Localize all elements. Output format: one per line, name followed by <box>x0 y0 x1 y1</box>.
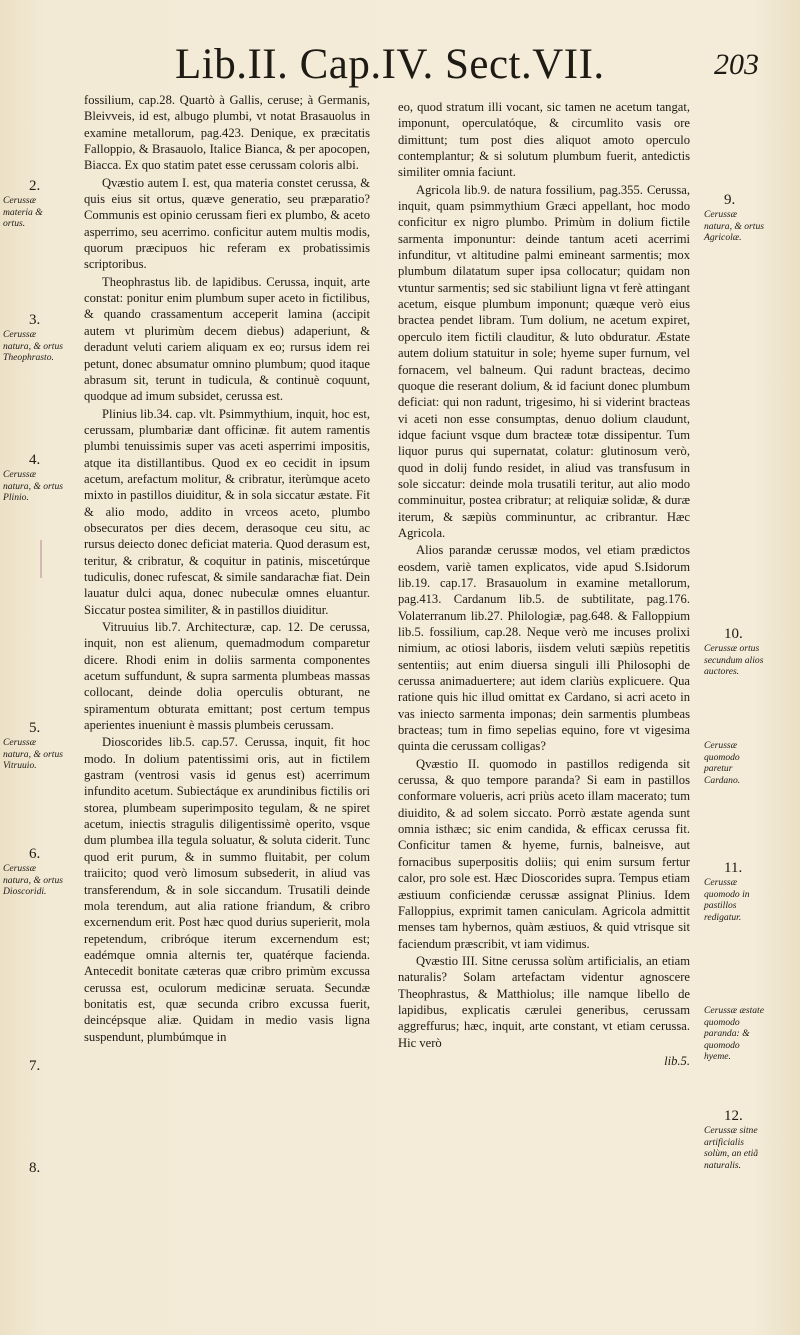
margin-note-number: 11. <box>724 860 743 876</box>
margin-note <box>3 312 63 364</box>
left-column <box>84 92 370 1045</box>
catchword: lib.5. <box>664 1053 690 1068</box>
running-header: Lib.II. Cap.IV. Sect.VII. <box>175 41 605 88</box>
margin-note-number: 5. <box>29 720 41 736</box>
margin-note-number: 3. <box>29 312 41 328</box>
page-number: 203 <box>714 48 759 81</box>
margin-note-number: 6. <box>29 846 41 862</box>
margin-note <box>704 1005 766 1063</box>
margin-note-number: 7. <box>29 1058 41 1074</box>
margin-note-text: Cerussæ natura, & ortus Agricolæ. <box>704 209 764 243</box>
paragraph: Qvæstio II. quomodo in pastillos redigenda sit cerussa, & quo tempore paranda? Si eam in pastillos conformare volueris, acri priùs aceto illam macerato; tum diuidito, & ad solem siccato. Porrò æstate agenda sunt omnia isthæc; sic enim candida, & efficax cerussa fit. Conficitur tamen & hyeme, furnis, balneisve, aut fornacibus superpositis doliis; qui enim sursum fertur calor, pro sole est. Hæc Dioscorides supra. Tempus etiam æstiuum conficiendæ cerussæ assignat Plinius. Idem Falloppius, exprimit tamen caniculam. Agricola admittit menses tam hybernos, quàm æstiuos, & quid vtrisque sit faciendum præscribit, vt iam vidimus. <box>398 756 690 951</box>
margin-note-text: Cerussæ natura, & ortus Dioscoridi. <box>3 863 63 897</box>
ink-mark <box>40 540 46 578</box>
margin-note-text: Cerussæ materia & ortus. <box>3 195 43 229</box>
margin-note <box>3 846 63 898</box>
margin-note <box>704 192 766 244</box>
margin-note-text: Cerussæ natura, & ortus Theophrasto. <box>3 329 63 363</box>
margin-note-text: Cerussæ æstate quomodo paranda: & quomodo hyeme. <box>704 1005 764 1062</box>
paragraph: fossilium, cap.28. Quartò à Gallis, ceruse; à Germanis, Bleivveis, id est, albugo plumbi, vt notat Brasauolus in examine metallorum, pag.423. Denique, ex præcitatis Falloppio, & Brasauolo, Italice Bianca, & per apocopen, Biacca. Ex quo statim patet esse cerussam coloris albi. <box>84 93 370 173</box>
margin-note <box>3 720 63 772</box>
margin-note-number: 8. <box>29 1160 41 1176</box>
margin-note-text: Cerussæ quomodo in pastillos redigatur. <box>704 877 750 923</box>
margin-note-text: Cerussæ quomodo paretur Cardano. <box>704 740 741 786</box>
margin-note-text: Cerussæ natura, & ortus Plinio. <box>3 469 63 503</box>
paragraph: Qvæstio III. Sitne cerussa solùm artificialis, an etiam naturalis? Solam artefactam videntur agnoscere Theophrastus, & Matthiolus; ille namque libello de lapidibus, explicatis cærulei generibus, cerussam aggreffurus; hæc, inquit, arte constant, vt etiam cerussa. Hic verò <box>398 953 690 1050</box>
margin-note <box>3 1160 63 1177</box>
margin-note <box>3 178 63 230</box>
paragraph: Plinius lib.34. cap. vlt. Psimmythium, inquit, hoc est, cerussam, plumbariæ dant officinæ. fit autem ramentis plumbi tenuissimis super vas aceti asperrimi impositis, atque ita distillantibus. Quod ex eo cecidit in ipsum acetum, arefactum molitur, & cribratur, iterùmque aceto mixto in pastillos diuiditur, & in sola siccatur æstate. Fit & alio modo, addito in vrceos aceto, plumbo obsecuratos per dies decem, derasoque ceu situ, ac rursus deiecto donec deficiat materia. Quod derasum est, teritur, & cribratur, & coquitur in patinis, miscetúrque tudiculis, donec rufescat, & simile sandarachæ fiat. Dein lauatur dulci aqua, donec nubeculæ omnes eluantur. Siccatur postea similiter, & in pastillos diuiditur. <box>84 406 370 617</box>
margin-note-text: Cerussæ ortus secundum alios auctores. <box>704 643 764 677</box>
margin-note <box>3 452 63 504</box>
paragraph: Qvæstio autem I. est, qua materia constet cerussa, & quis eius sit ortus, quæve generatio, seu præparatio? Communis est opinio cerussam fieri ex plumbo, & aceto asperrimo, seu acerrimo. conficitur autem multis modis, quorum præcipuos hic referam ex probatissimis scriptoribus. <box>84 175 370 272</box>
margin-note-number: 12. <box>724 1108 743 1124</box>
margin-note <box>704 740 766 786</box>
right-column <box>398 99 690 1069</box>
margin-note-number: 9. <box>724 192 736 208</box>
margin-note-text: Cerussæ natura, & ortus Vitruuio. <box>3 737 63 771</box>
margin-note-number: 2. <box>29 178 41 194</box>
margin-note <box>704 1108 766 1171</box>
paragraph: Alios parandæ cerussæ modos, vel etiam prædictos eosdem, variè tamen explicatos, vide apud S.Isidorum lib.19. cap.17. Brasauolum in examine metallorum, pag.413. Cardanum lib.5. de subtilitate, pag.176. Volaterranum lib.27. Philologiæ, pag.648. & Falloppium lib.5. fossilium, cap.28. Neque verò me incuses prolixi nimium, ac otiosi laboris, iisdem veluti sæpiùs repetitis sententiis; aut enim diuersa singuli illi Philosophi de cerussa animaduertere; aut idem clariùs explicuere. Qua ratione quis hic illud omittat ex Cardano, si acri aceto in vas iniecto sarmenta imponas; dein sarmentis plumbeas bracteas; tum in fimo sepelias equino, fore vt vigesima quinta die cerussam colligas? <box>398 543 690 754</box>
paragraph: Theophrastus lib. de lapidibus. Cerussa, inquit, arte constat: ponitur enim plumbum super aceto in fictilibus, & quando crassamentum acceperit lamina (accipit autem vt plurimùm decem diebus) adaperiunt, & deradunt veluti cariem aliquam ex eo; rursus idem rei petunt, donec absumatur omnino plumbum; quod itaque abrasum sit, terunt in tudicula, & continuè coquunt, quodque ad imum subsidet, cerussa est. <box>84 274 370 404</box>
paragraph: Agricola lib.9. de natura fossilium, pag.355. Cerussa, inquit, quam psimmythium Græci appellant, hoc modo conficitur ex nigro plumbo. Primùm in dolium fictile sarmenta imponuntur: deinde tantum aceti acerrimi infunditur, vt altitudine palmi emineant sarmentis; mox plumbum dilatatum super ipsa collocatur; quidam non vtuntur sarmentis; sed sic stabiliunt ligna vt ferè attingant acetum, eisque plumbum imponunt; quæque verò eius bractea pendet libram. Tum dolium, ne acetum expiret, operculo item fictili clauditur, & luto obduratur. Æstate autem dolium statuitur in sole; hyeme super furnum, vel fornacem, vel balneum. Qui radunt bracteas, decimo quoque die reserant dolium, & id faciunt donec plumbum deficiat: qui non radunt, trigesimo, hi si viderint bracteas vi aceti non esse consumptas, denuo dolium claudunt, idque faciunt vsque dum bracteæ totæ dissipentur. Tum liquor purus qui supernatat, colatur: glutinosum verò, quod in dolij fundo residet, in aliud vas transfusum in sole siccatur: deinde mola trusatili teritur, aut alio modo comminuitur, postea cribratur; at reliquiæ solidæ, & duræ iterum, & sæpiùs comminuntur, ac cribrantur. Hæc Agricola. <box>398 182 690 540</box>
margin-note <box>704 860 766 923</box>
margin-note-text: Cerussæ sitne artificialis solùm, an etiã naturalis. <box>704 1125 759 1171</box>
margin-note-number: 10. <box>724 626 743 642</box>
paragraph: Dioscorides lib.5. cap.57. Cerussa, inquit, fit hoc modo. In dolium patentissimi oris, aut in fictilem gastram (ventrosi vasis id genus est) acerrimum infundito acetum. Subiectáque ex arundinibus fictilis ori storea, plumbeam superimposito tegulam, & ne spiret acetum, iniectis stragulis diligentissimè operito, vsque dum plumbea illa tegula soluatur, & soluta ciderit. Tunc quod erit purum, & in summo fluitabit, per colum traiicito; quod verò limosum subsederit, in aliud vas transferendum, & in sole siccandum. Trusatili deinde mola terendum, aut alia ratione friandum, & cribro excernendum erit. Post hæc quod durius superierit, mola repetendum, cribróque iterum excernendum est; eadémque omnia alternis ter, quatérque facienda. Antecedit bonitate cæteras quæ cribro primùm excussa cerussa est, oculorum medicinæ seruata. Secundæ bonitatis est, quæ secunda cribro excussa fuerit, deincépsque aliæ. Quidam in medio vasis ligna suspendunt, plumbúmque in <box>84 735 370 1044</box>
margin-note-number: 4. <box>29 452 41 468</box>
paragraph: Vitruuius lib.7. Architecturæ, cap. 12. De cerussa, inquit, non est alienum, quemadmodum comparetur dicere. Rhodi enim in doliis sarmenta componentes acetum suffundunt, & supra sarmenta plumbeas massas collocant, deinde dolia operculis obturant, ne spiramentum obturata emittant; post certum tempus aperientes inueniunt è massis plumbeis cerussam. <box>84 620 370 733</box>
margin-note <box>704 626 766 678</box>
paragraph: eo, quod stratum illi vocant, sic tamen ne acetum tangat, imponunt, operculatóque, & circumlito vasis ore dimittunt; tum post dies aliquot amoto operculo contemplantur; & si solutum plumbum fuerit, antedictis similiter omnia faciunt. <box>398 100 690 180</box>
margin-note <box>3 1058 63 1075</box>
